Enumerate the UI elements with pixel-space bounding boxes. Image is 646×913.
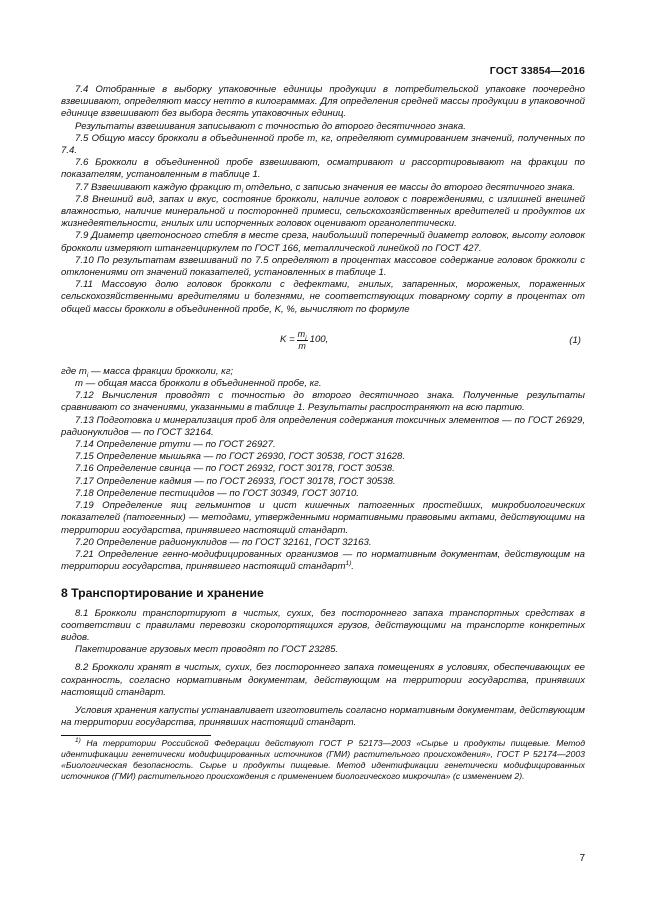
formula-lhs: K =	[280, 334, 295, 346]
paragraph-7-12: 7.12 Вычисления проводят с точностью до второго десятичного знака. Полученные результаты сравнивают со значениями, указанными в таблице 1. Результаты распространяют на всю партию.	[61, 390, 585, 414]
formula-rhs: 100,	[309, 334, 329, 346]
footnote-separator	[61, 735, 211, 736]
paragraph-packaging: Пакетирование грузовых мест проводят по ГОСТ 23285.	[75, 644, 339, 656]
formula-1	[61, 322, 585, 360]
footnote: $^{1)}$ На территории Российской Федерации действуют ГОСТ Р 52173—2003 «Сырье и продукты пищевые. Метод идентификации генетически модифицированных источников (ГМИ) растительного происхождения», ГОСТ Р 52174—2003 «Биологическая безопасность. Сырье и продукты пищевые. Метод идентификации генетически модифицированных источников (ГМИ) растительного происхождения с применением биологического микрочипа» (с изменением 2).	[61, 737, 585, 781]
formula-where-line-2: m — общая масса брокколи в объединенной пробе, кг.	[75, 378, 322, 390]
paragraph-7-17: 7.17 Определение кадмия — по ГОСТ 26933, ГОСТ 30178, ГОСТ 30538.	[75, 475, 396, 487]
paragraph-7-19: 7.19 Определение яиц гельминтов и цист кишечных патогенных простейших, микробиологических показателей (патогенных) — методами, утвержденными нормативными правовыми актами, действующими на территории государства, принявшего настоящий стандарт.	[61, 500, 585, 536]
p77-subscript: i	[241, 187, 243, 195]
formula-fraction	[297, 329, 308, 352]
paragraph-7-18: 7.18 Определение пестицидов — по ГОСТ 30349, ГОСТ 30710.	[75, 487, 359, 499]
formula-where-line-1: где $m_i$ — масса фракции брокколи, кг;	[61, 365, 234, 379]
paragraph-8-2: 8.2 Брокколи хранят в чистых, сухих, без постороннего запаха помещениях в условиях, обеспечивающих ее сохранность, согласно нормативным документам, действующим на территории государства, принявших настоящий стандарт.	[61, 662, 585, 698]
footnote-mark: 1)	[75, 737, 81, 745]
formula-number: (1)	[569, 334, 581, 346]
paragraph-7-8: 7.8 Внешний вид, запах и вкус, состояние брокколи, наличие головок с повреждениями, с излишней внешней влажностью, наличие минеральной и посторонней примеси, сельскохозяйственных вредителей и продуктов их жизнедеятельности, гнилых или испорченных головок оценивают органолептически.	[61, 193, 585, 230]
paragraph-7-16: 7.16 Определение свинца — по ГОСТ 26932, ГОСТ 30178, ГОСТ 30538.	[75, 463, 395, 475]
section-8-heading: 8 Транспортирование и хранение	[61, 586, 264, 601]
paragraph-storage-conditions: Условия хранения капусты устанавливает изготовитель согласно нормативным документам, действующим на территории государства, принявших настоящий стандарт.	[61, 704, 585, 729]
paragraph-7-4: 7.4 Отобранные в выборку упаковочные единицы продукции в потребительской упаковке поочередно взвешивают, определяют массу нетто в килограммах. Для определения средней массы продукции в упаковочной единице взвешивают без выбора десять упаковочных единиц.	[61, 84, 585, 120]
paragraph-7-14: 7.14 Определение ртути — по ГОСТ 26927.	[75, 439, 276, 451]
formula-denominator: m	[298, 340, 306, 351]
paragraph-7-9: 7.9 Диаметр цветоносного стебля в месте среза, наибольший поперечный диаметр головок, высоту головок брокколи измеряют штангенциркулем по ГОСТ 166, металлической линейкой по ГОСТ 427.	[61, 230, 585, 254]
document-code: ГОСТ 33854—2016	[489, 65, 585, 77]
paragraph-7-5: 7.5 Общую массу брокколи в объединенной пробе m, кг, определяют суммированием значений, полученных по 7.4.	[61, 132, 585, 157]
p77-post: отдельно, с записью значения ее массы до второго десятичного знака.	[243, 181, 575, 193]
paragraph-7-20: 7.20 Определение радионуклидов — по ГОСТ 32161, ГОСТ 32163.	[75, 536, 372, 548]
paragraph-8-1: 8.1 Брокколи транспортируют в чистых, сухих, без постороннего запаха транспортных средствах в соответствии с правилами перевозки скоропортящихся грузов, действующими на транспорте конкретных видов.	[61, 607, 585, 643]
paragraph-7-13: 7.13 Подготовка и минерализация проб для определения содержания токсичных элементов — по ГОСТ 26929, радионуклидов — по ГОСТ 32164.	[61, 414, 585, 438]
formula-body	[280, 329, 328, 352]
paragraph-7-10: 7.10 По результатам взвешиваний по 7.5 определяют в процентах массовое содержание головок брокколи с отклонениями от значений показателей, установленных в таблице 1.	[61, 254, 585, 279]
paragraph-7-11: 7.11 Массовую долю головок брокколи с дефектами, гнилых, запаренных, мороженых, пораженных сельскохозяйственными вредителями и болезнями, не соответствующих товарному сорту в процентах от общей массы брокколи в объединенной пробе, K, %, вычисляют по формуле	[61, 279, 585, 315]
paragraph-7-6: 7.6 Брокколи в объединенной пробе взвешивают, осматривают и рассортировывают на фракции по показателям, установленным в таблице 1.	[61, 157, 585, 181]
page-number: 7	[579, 853, 585, 864]
formula-numerator: $m_i$	[297, 328, 307, 342]
paragraph-7-7	[61, 182, 585, 194]
p77-pre: 7.7 Взвешивают каждую фракцию m	[75, 181, 242, 193]
paragraph-7-15: 7.15 Определение мышьяка — по ГОСТ 26930, ГОСТ 30538, ГОСТ 31628.	[75, 451, 406, 463]
paragraph-weighing-results: Результаты взвешивания записывают с точностью до второго десятичного знака.	[75, 120, 466, 132]
paragraph-7-21: 7.21 Определение генно-модифицированных организмов — по нормативным документам, действующим на территории государства, принявшего настоящий стандарт$^{1)}$.	[61, 548, 585, 573]
page-content	[61, 84, 585, 782]
footnote-ref: 1)	[345, 559, 352, 567]
